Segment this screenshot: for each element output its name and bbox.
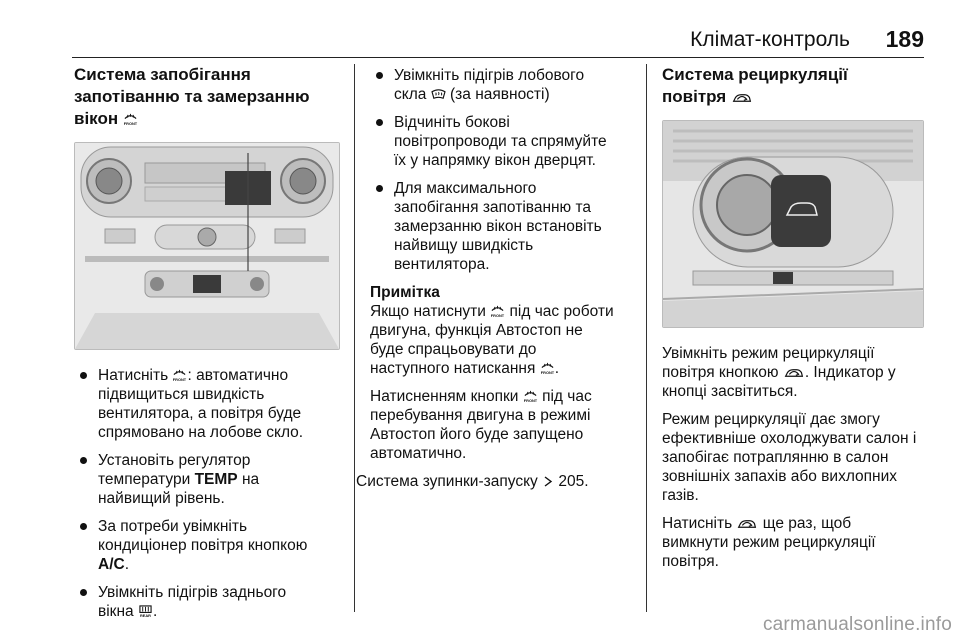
note-text: Якщо натиснути під час роботи двигуна, функція Автостоп не буде спрацьовувати до наступного натискання . xyxy=(370,303,614,377)
header-rule xyxy=(72,57,924,58)
page-header xyxy=(72,26,924,58)
front-defrost-icon xyxy=(490,305,505,318)
middle-column xyxy=(356,64,638,491)
cross-reference-link[interactable]: Система зупинки-запуску 205. xyxy=(356,473,589,490)
list-item: Увімкніть підігрів лобового скла (за наявності) xyxy=(370,66,638,104)
list-item: Для максимального запобігання запотіванню та замерзанню вікон встановіть найвищу швидкість вентилятора. xyxy=(370,179,638,274)
front-defrost-icon xyxy=(540,362,555,375)
section-heading-defrost: Система запобігання запотіванню та замерзанню вікон xyxy=(74,65,310,128)
column-divider-2 xyxy=(646,64,647,612)
xref-arrow-icon xyxy=(542,475,554,488)
column-divider-1 xyxy=(354,64,355,612)
left-column xyxy=(74,64,344,621)
list-item: Відчиніть бокові повітропроводи та спрямуйте їх у напрямку вікон дверцят. xyxy=(370,113,638,170)
recirculation-icon xyxy=(731,91,753,104)
climate-panel-figure xyxy=(74,142,340,350)
list-item: Установіть регулятор температури TEMP на найвищий рівень. xyxy=(74,451,344,508)
rear-defrost-icon xyxy=(138,605,153,618)
list-item: За потреби увімкніть кондиціонер повітря кнопкою A/C. xyxy=(74,517,344,574)
paragraph: Натисненням кнопки під час перебування двигуна в режимі Автостоп його буде запущено автоматично. xyxy=(370,388,592,462)
recirculation-icon xyxy=(736,517,758,530)
note-title: Примітка xyxy=(370,284,440,301)
recirculation-icon xyxy=(783,366,805,379)
windshield-heat-icon xyxy=(431,88,446,101)
paragraph: Натисніть ще раз, щоб вимкнути режим рециркуляції повітря. xyxy=(662,515,876,570)
front-defrost-icon xyxy=(523,390,538,403)
front-defrost-icon xyxy=(123,113,138,126)
paragraph: Режим рециркуляції дає змогу ефективніше охолоджувати салон і запобігає потраплянню в салон зовнішніх запахів або вихлопних газів. xyxy=(662,411,917,504)
watermark: carmanualsonline.info xyxy=(762,614,952,635)
page-number: 189 xyxy=(885,26,924,52)
list-item: Натисніть : автоматично підвищиться швидкість вентилятора, а повітря буде спрямовано на лобове скло. xyxy=(74,366,344,442)
list-item: Увімкніть підігрів заднього вікна . xyxy=(74,583,344,621)
section-heading-recirculation: Система рециркуляції повітря xyxy=(662,65,848,106)
paragraph: Увімкніть режим рециркуляції повітря кнопкою . Індикатор у кнопці засвітиться. xyxy=(662,345,896,400)
header-title: Клімат-контроль xyxy=(690,28,850,51)
front-defrost-icon xyxy=(172,369,187,382)
recirculation-button-figure xyxy=(662,120,924,328)
right-column xyxy=(662,64,954,571)
